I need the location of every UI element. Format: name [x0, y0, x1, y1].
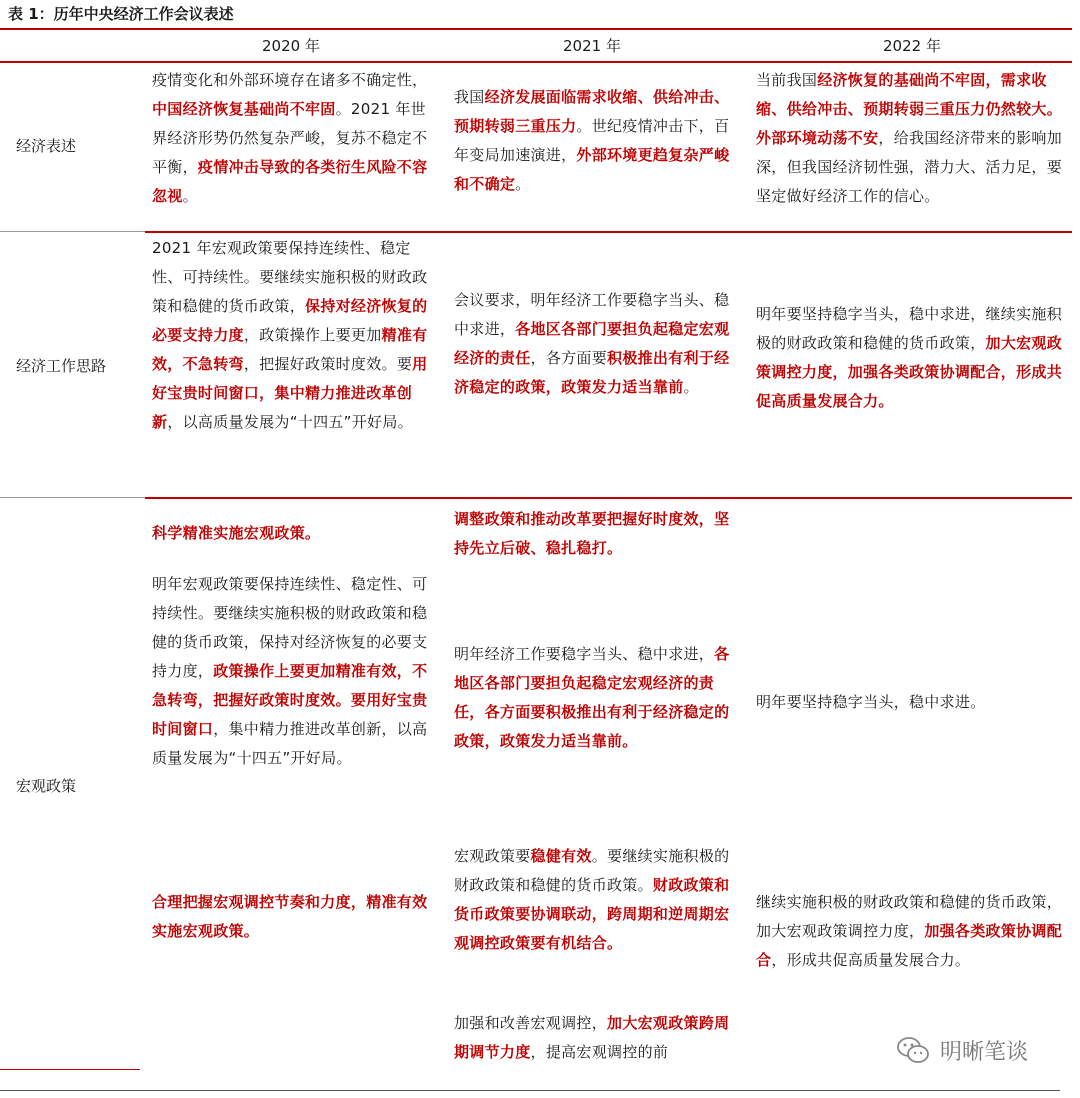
highlighted-text: 经济发展面临需求收缩、供给冲击、预期转弱三重压力: [454, 88, 730, 135]
table-title: 表 1：历年中央经济工作会议表述: [8, 5, 234, 23]
column-header-2021: 2021 年: [563, 37, 621, 55]
cell-macro-2020-block3: [152, 888, 434, 946]
body-text: 我国: [454, 88, 485, 106]
body-text: ，给我国经济带来的影响加深，但我国经济韧性强，潜力大、活力足，要坚定做好经济工作的信心。: [756, 129, 1063, 205]
body-text: 明年要坚持稳字当头，稳中求进。: [756, 693, 986, 711]
highlighted-text: 积极推出有利于经济稳定的政策，政策发力适当靠前: [454, 349, 730, 396]
body-text: ，集中精力推进改革创新，以高质量发展为“十四五”开好局。: [152, 720, 428, 767]
row-label-work-approach: 经济工作思路: [16, 357, 107, 375]
row-divider: [0, 497, 145, 498]
row-divider: [0, 231, 145, 232]
highlighted-text: 经济恢复的基础尚不牢固，需求收缩、供给冲击、预期转弱三重压力仍然较大。外部环境动荡不安: [756, 71, 1063, 147]
body-text: ，形成共促高质量发展合力。: [771, 951, 971, 969]
body-text: 明年宏观政策要保持连续性、稳定性、可持续性。要继续实施积极的财政政策和稳健的货币政策，保持对经济恢复的必要支持力度，: [152, 575, 428, 680]
body-text: 宏观政策要: [454, 847, 531, 865]
body-text: 。2021 年世界经济形势仍然复杂严峻，复苏不稳定不平衡，: [152, 100, 428, 176]
cell-macro-2021-block3: [454, 842, 734, 958]
body-text: 明年要坚持稳字当头，稳中求进，继续实施积极的财政政策和稳健的货币政策，: [756, 305, 1063, 352]
cell-macro-2020-block2: [152, 570, 434, 773]
column-header-2020: 2020 年: [262, 37, 320, 55]
body-text: 明年经济工作要稳字当头、稳中求进，: [454, 645, 715, 663]
highlighted-text: 加大宏观政策跨周期调节力度: [454, 1014, 730, 1061]
cell-macro-2021-block4: [454, 1009, 734, 1067]
body-text: 2021 年宏观政策要保持连续性、稳定性、可持续性。要继续实施积极的财政政策和稳健的货币政策，: [152, 239, 428, 315]
body-text: 当前我国: [756, 71, 818, 89]
highlighted-text: 各地区各部门要担负起稳定宏观经济的责任，各方面要积极推出有利于经济稳定的政策，政策发力适当靠前。: [454, 645, 730, 750]
highlighted-text: 稳健有效: [530, 847, 592, 865]
cell-macro-2021-block1: [454, 505, 734, 563]
highlighted-text: 中国经济恢复基础尚不牢固: [152, 100, 336, 118]
body-text: 疫情变化和外部环境存在诸多不确定性，: [152, 71, 428, 89]
cell-macro-2022-block2: [756, 888, 1064, 975]
cell-macro-2020-block1: [152, 519, 434, 548]
cell-macro-2021-block2: [454, 640, 734, 756]
footer-red-rule: [0, 1069, 140, 1070]
row-label-economic-statement: 经济表述: [16, 137, 77, 155]
column-header-2022: 2022 年: [883, 37, 941, 55]
body-text: 加强和改善宏观调控，: [454, 1014, 608, 1032]
body-text: ，政策操作上要更加: [243, 326, 382, 344]
cell-work-approach-2020: [152, 234, 434, 437]
header-top-rule: [0, 28, 1072, 30]
cell-economic-statement-2021: [454, 83, 734, 199]
body-text: 会议要求，明年经济工作要稳字当头、稳中求进，: [454, 291, 730, 338]
highlighted-text: 科学精准实施宏观政策。: [152, 524, 321, 542]
highlighted-text: 疫情冲击导致的各类衍生风险不容忽视: [152, 158, 428, 205]
wechat-icon: [896, 1035, 930, 1065]
row-label-macro-policy: 宏观政策: [16, 777, 77, 795]
highlighted-text: 调整政策和推动改革要把握好时度效，坚持先立后破、稳扎稳打。: [454, 510, 730, 557]
cell-macro-2022-block1: [756, 688, 1064, 717]
body-text: ，把握好政策时度效。要: [243, 355, 413, 373]
body-text: ，提高宏观调控的前: [530, 1043, 669, 1061]
header-bottom-rule: [0, 61, 1072, 63]
watermark-text: 明晰笔谈: [940, 1039, 1029, 1065]
highlighted-text: 政策操作上要更加精准有效，不急转弯，把握好政策时度效。要用好宝贵时间窗口: [152, 662, 428, 738]
highlighted-text: 用好宝贵时间窗口，集中精力推进改革创新: [152, 355, 428, 431]
footer-rule: [0, 1090, 1060, 1091]
cell-work-approach-2021: [454, 286, 734, 402]
cell-economic-statement-2020: [152, 66, 434, 211]
body-text: 。: [182, 187, 198, 205]
highlighted-text: 财政政策和货币政策要协调联动，跨周期和逆周期宏观调控政策要有机结合。: [454, 876, 730, 952]
body-text: 继续实施积极的财政政策和稳健的货币政策，加大宏观政策调控力度，: [756, 893, 1063, 940]
body-text: 。: [683, 378, 699, 396]
body-text: ，各方面要: [530, 349, 608, 367]
highlighted-text: 外部环境更趋复杂严峻和不确定: [454, 146, 730, 193]
body-text: 。: [515, 175, 531, 193]
highlighted-text: 合理把握宏观调控节奏和力度，精准有效实施宏观政策。: [152, 893, 428, 940]
row-divider-red: [145, 497, 1072, 499]
highlighted-text: 精准有效，不急转弯: [152, 326, 428, 373]
body-text: 。世纪疫情冲击下，百年变局加速演进，: [454, 117, 730, 164]
highlighted-text: 加强各类政策协调配合: [756, 922, 1063, 969]
highlighted-text: 各地区各部门要担负起稳定宏观经济的责任: [454, 320, 730, 367]
watermark: [896, 1030, 1028, 1070]
body-text: 。要继续实施积极的财政政策和稳健的货币政策。: [454, 847, 730, 894]
cell-work-approach-2022: [756, 300, 1064, 416]
highlighted-text: 加大宏观政策调控力度，加强各类政策协调配合，形成共促高质量发展合力。: [756, 334, 1063, 410]
cell-economic-statement-2022: [756, 66, 1064, 211]
highlighted-text: 保持对经济恢复的必要支持力度: [152, 297, 428, 344]
row-divider-red: [145, 231, 1072, 233]
body-text: ，以高质量发展为“十四五”开好局。: [167, 413, 413, 431]
